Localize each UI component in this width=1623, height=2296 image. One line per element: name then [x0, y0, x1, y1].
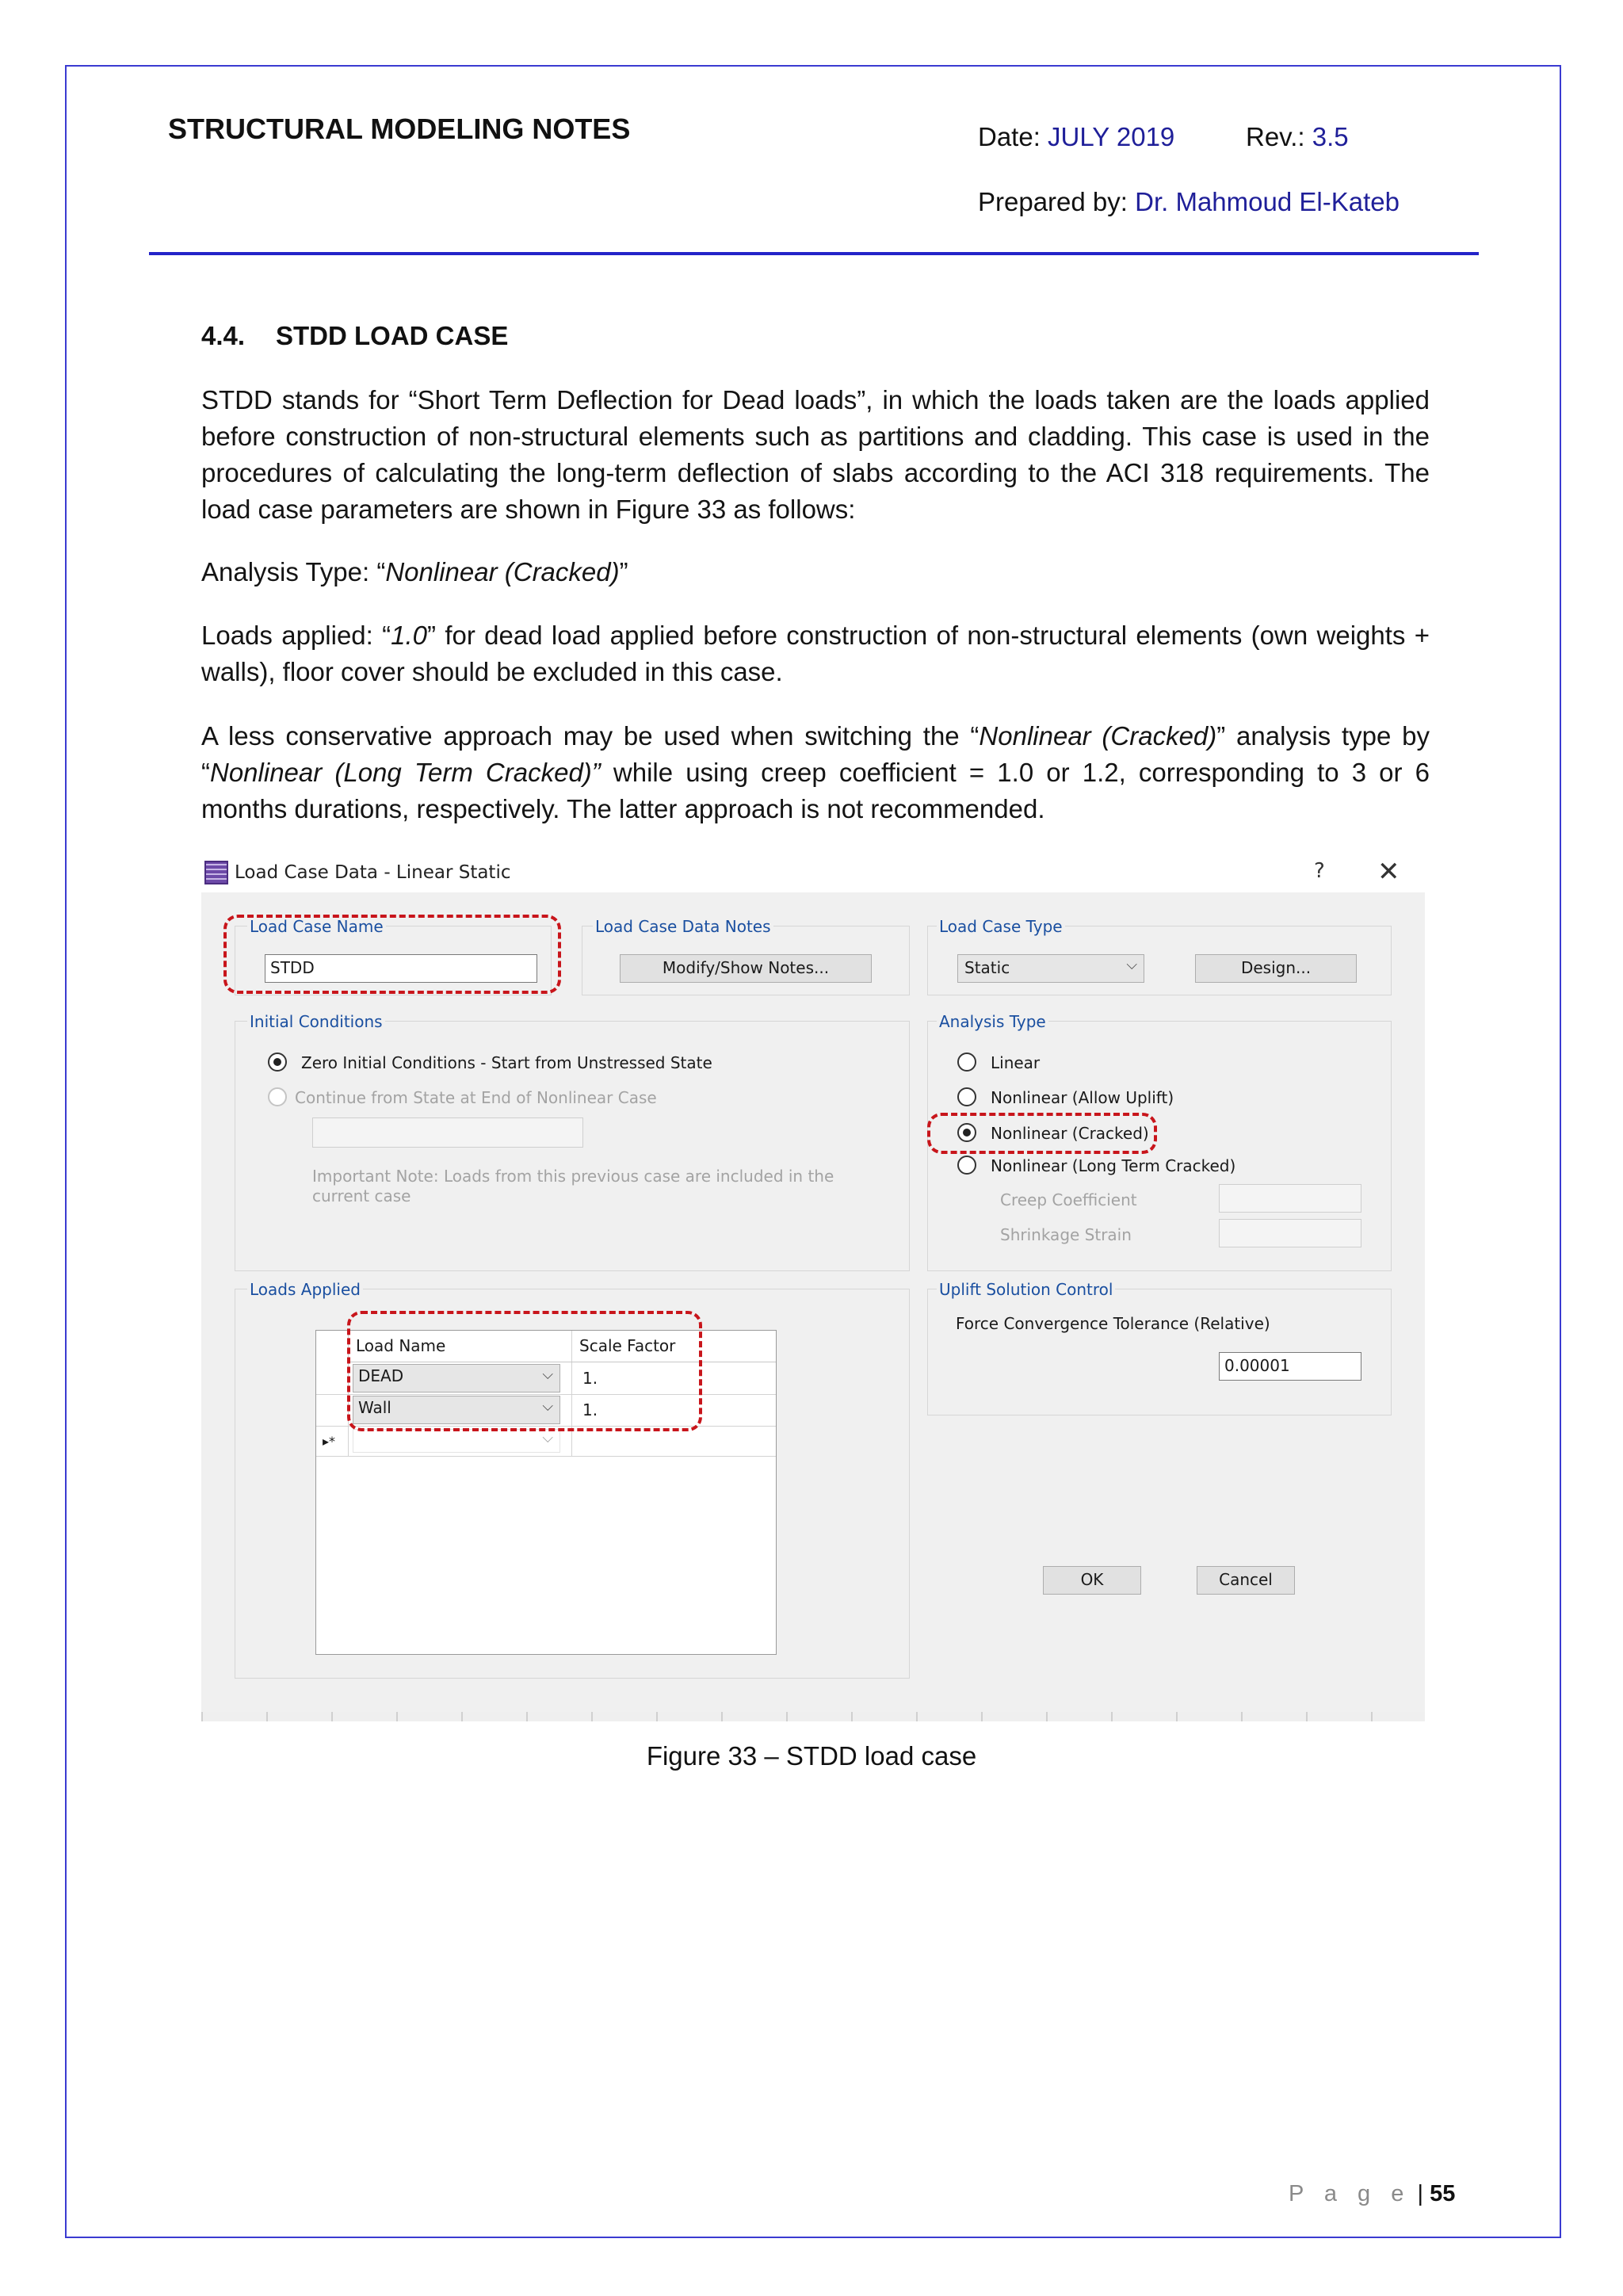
nonlinear-longterm-radio[interactable] — [957, 1156, 976, 1175]
section-title: STDD LOAD CASE — [276, 321, 509, 350]
footer-separator: | — [1417, 2181, 1423, 2206]
grid-divider — [316, 1456, 776, 1457]
prepared-value: Dr. Mahmoud El-Kateb — [1135, 187, 1400, 216]
analysis-type-value: Nonlinear (Cracked) — [385, 557, 620, 586]
shrinkage-strain-input[interactable] — [1219, 1219, 1361, 1247]
creep-coefficient-label: Creep Coefficient — [1000, 1190, 1137, 1209]
nonlinear-uplift-label: Nonlinear (Allow Uplift) — [991, 1088, 1174, 1107]
zero-initial-radio[interactable] — [268, 1052, 287, 1072]
close-icon[interactable]: ✕ — [1377, 856, 1400, 888]
important-note: Important Note: Loads from this previous case are included in the current case — [312, 1167, 834, 1205]
page-word: P a g e — [1289, 2181, 1411, 2206]
uplift-label: Uplift Solution Control — [937, 1280, 1115, 1299]
loads-value: 1.0 — [391, 621, 428, 650]
approach-text-b: Nonlinear (Cracked) — [979, 721, 1217, 751]
col-header-scale-factor[interactable]: Scale Factor — [571, 1331, 776, 1362]
highlight-load-case-name — [223, 915, 561, 994]
approach-text-d: Nonlinear (Long Term Cracked)” — [210, 758, 601, 787]
approach-text-c: ” analysis type by “ — [201, 721, 1430, 787]
highlight-nonlinear-cracked — [927, 1113, 1157, 1154]
load-name-select-new[interactable] — [353, 1429, 560, 1453]
app-grid-icon — [204, 861, 228, 884]
revision-label: Rev.: — [1246, 122, 1305, 151]
scale-factor-cell[interactable]: 1. — [582, 1369, 598, 1388]
analysis-type-suffix: ” — [619, 557, 628, 586]
continue-state-label: Continue from State at End of Nonlinear Case — [295, 1088, 657, 1107]
nonlinear-cracked-label: Nonlinear (Cracked) — [991, 1124, 1149, 1143]
load-case-name-input[interactable]: STDD — [265, 954, 537, 983]
col-header-load-name[interactable]: Load Name — [348, 1331, 571, 1362]
paragraph-analysis-type — [201, 554, 1430, 590]
approach-text-a: A less conservative approach may be used when switching the “ — [201, 721, 980, 751]
initial-conditions-label: Initial Conditions — [247, 1012, 385, 1031]
chevron-down-icon: ⌵ — [542, 1430, 553, 1446]
load-case-type-value: Static — [964, 958, 1010, 977]
loads-prefix: Loads applied: “ — [201, 621, 391, 650]
section-heading — [201, 321, 508, 351]
notes-label: Load Case Data Notes — [593, 917, 773, 936]
paragraph-1: STDD stands for “Short Term Deflection for Dead loads”, in which the loads taken are the loads applied before construction of non-structural elements such as partitions and cladding. This case is used in the procedures of calculating the long-term deflection of slabs according to the ACI 318 requirements. The load case parameters are shown in Figure 33 as follows: — [201, 385, 1430, 524]
ok-button[interactable]: OK — [1043, 1566, 1141, 1595]
highlight-loads-applied — [347, 1311, 702, 1431]
loads-suffix: ” for dead load applied before construction of non-structural elements (own weights + walls), floor cover should be excluded in this case. — [201, 621, 1430, 686]
page-footer — [1289, 2181, 1455, 2207]
tolerance-input[interactable]: 0.00001 — [1219, 1352, 1361, 1381]
date-label: Date: — [978, 122, 1041, 151]
design-button[interactable]: Design... — [1195, 954, 1357, 983]
nonlinear-longterm-label: Nonlinear (Long Term Cracked) — [991, 1156, 1236, 1175]
chevron-down-icon: ⌵ — [542, 1398, 553, 1415]
nonlinear-case-input[interactable] — [312, 1117, 583, 1148]
paragraph-loads-applied — [201, 617, 1430, 690]
dialog-titlebar — [201, 854, 1425, 892]
load-case-type-select[interactable] — [957, 954, 1144, 983]
chevron-down-icon: ⌵ — [542, 1366, 553, 1383]
load-name-value: Wall — [358, 1398, 391, 1417]
loads-applied-label: Loads Applied — [247, 1280, 363, 1299]
date-value: JULY 2019 — [1048, 122, 1175, 151]
date-line — [978, 122, 1174, 152]
linear-label: Linear — [991, 1053, 1041, 1072]
load-case-name-label: Load Case Name — [247, 917, 386, 936]
chevron-down-icon: ⌵ — [1126, 957, 1137, 973]
prepared-label: Prepared by: — [978, 187, 1128, 216]
cancel-button[interactable]: Cancel — [1197, 1566, 1295, 1595]
scale-factor-cell[interactable]: 1. — [582, 1400, 598, 1419]
paragraph-approach — [201, 718, 1430, 827]
approach-text-e: while using creep coefficient = 1.0 or 1.2, corresponding to 3 or 6 months durations, respectively. The latter approach is not recommended. — [201, 758, 1430, 823]
header-rule — [149, 252, 1479, 255]
shrinkage-strain-label: Shrinkage Strain — [1000, 1225, 1132, 1244]
help-icon[interactable]: ? — [1314, 859, 1325, 883]
nonlinear-uplift-radio[interactable] — [957, 1087, 976, 1106]
document-title: STRUCTURAL MODELING NOTES — [168, 113, 631, 145]
dialog-title: Load Case Data - Linear Static — [235, 862, 511, 883]
section-number: 4.4. — [201, 321, 246, 350]
continue-state-radio[interactable] — [268, 1087, 287, 1106]
revision-line — [1246, 122, 1349, 152]
load-case-type-label: Load Case Type — [937, 917, 1065, 936]
figure-caption: Figure 33 – STDD load case — [646, 1741, 977, 1771]
revision-value: 3.5 — [1312, 122, 1349, 151]
new-row-marker: ▸* — [323, 1434, 336, 1449]
prepared-by-line — [978, 187, 1400, 217]
load-name-value: DEAD — [358, 1366, 404, 1385]
tolerance-label: Force Convergence Tolerance (Relative) — [956, 1314, 1270, 1333]
load-case-dialog — [201, 854, 1425, 1721]
linear-radio[interactable] — [957, 1052, 976, 1072]
analysis-type-label: Analysis Type — [937, 1012, 1048, 1031]
creep-coefficient-input[interactable] — [1219, 1184, 1361, 1213]
analysis-type-prefix: Analysis Type: “ — [201, 557, 386, 586]
page-number: 55 — [1430, 2181, 1456, 2206]
ruler-strip — [201, 1712, 1425, 1721]
zero-initial-label: Zero Initial Conditions - Start from Unstressed State — [301, 1053, 712, 1072]
modify-notes-button[interactable]: Modify/Show Notes... — [620, 954, 872, 983]
